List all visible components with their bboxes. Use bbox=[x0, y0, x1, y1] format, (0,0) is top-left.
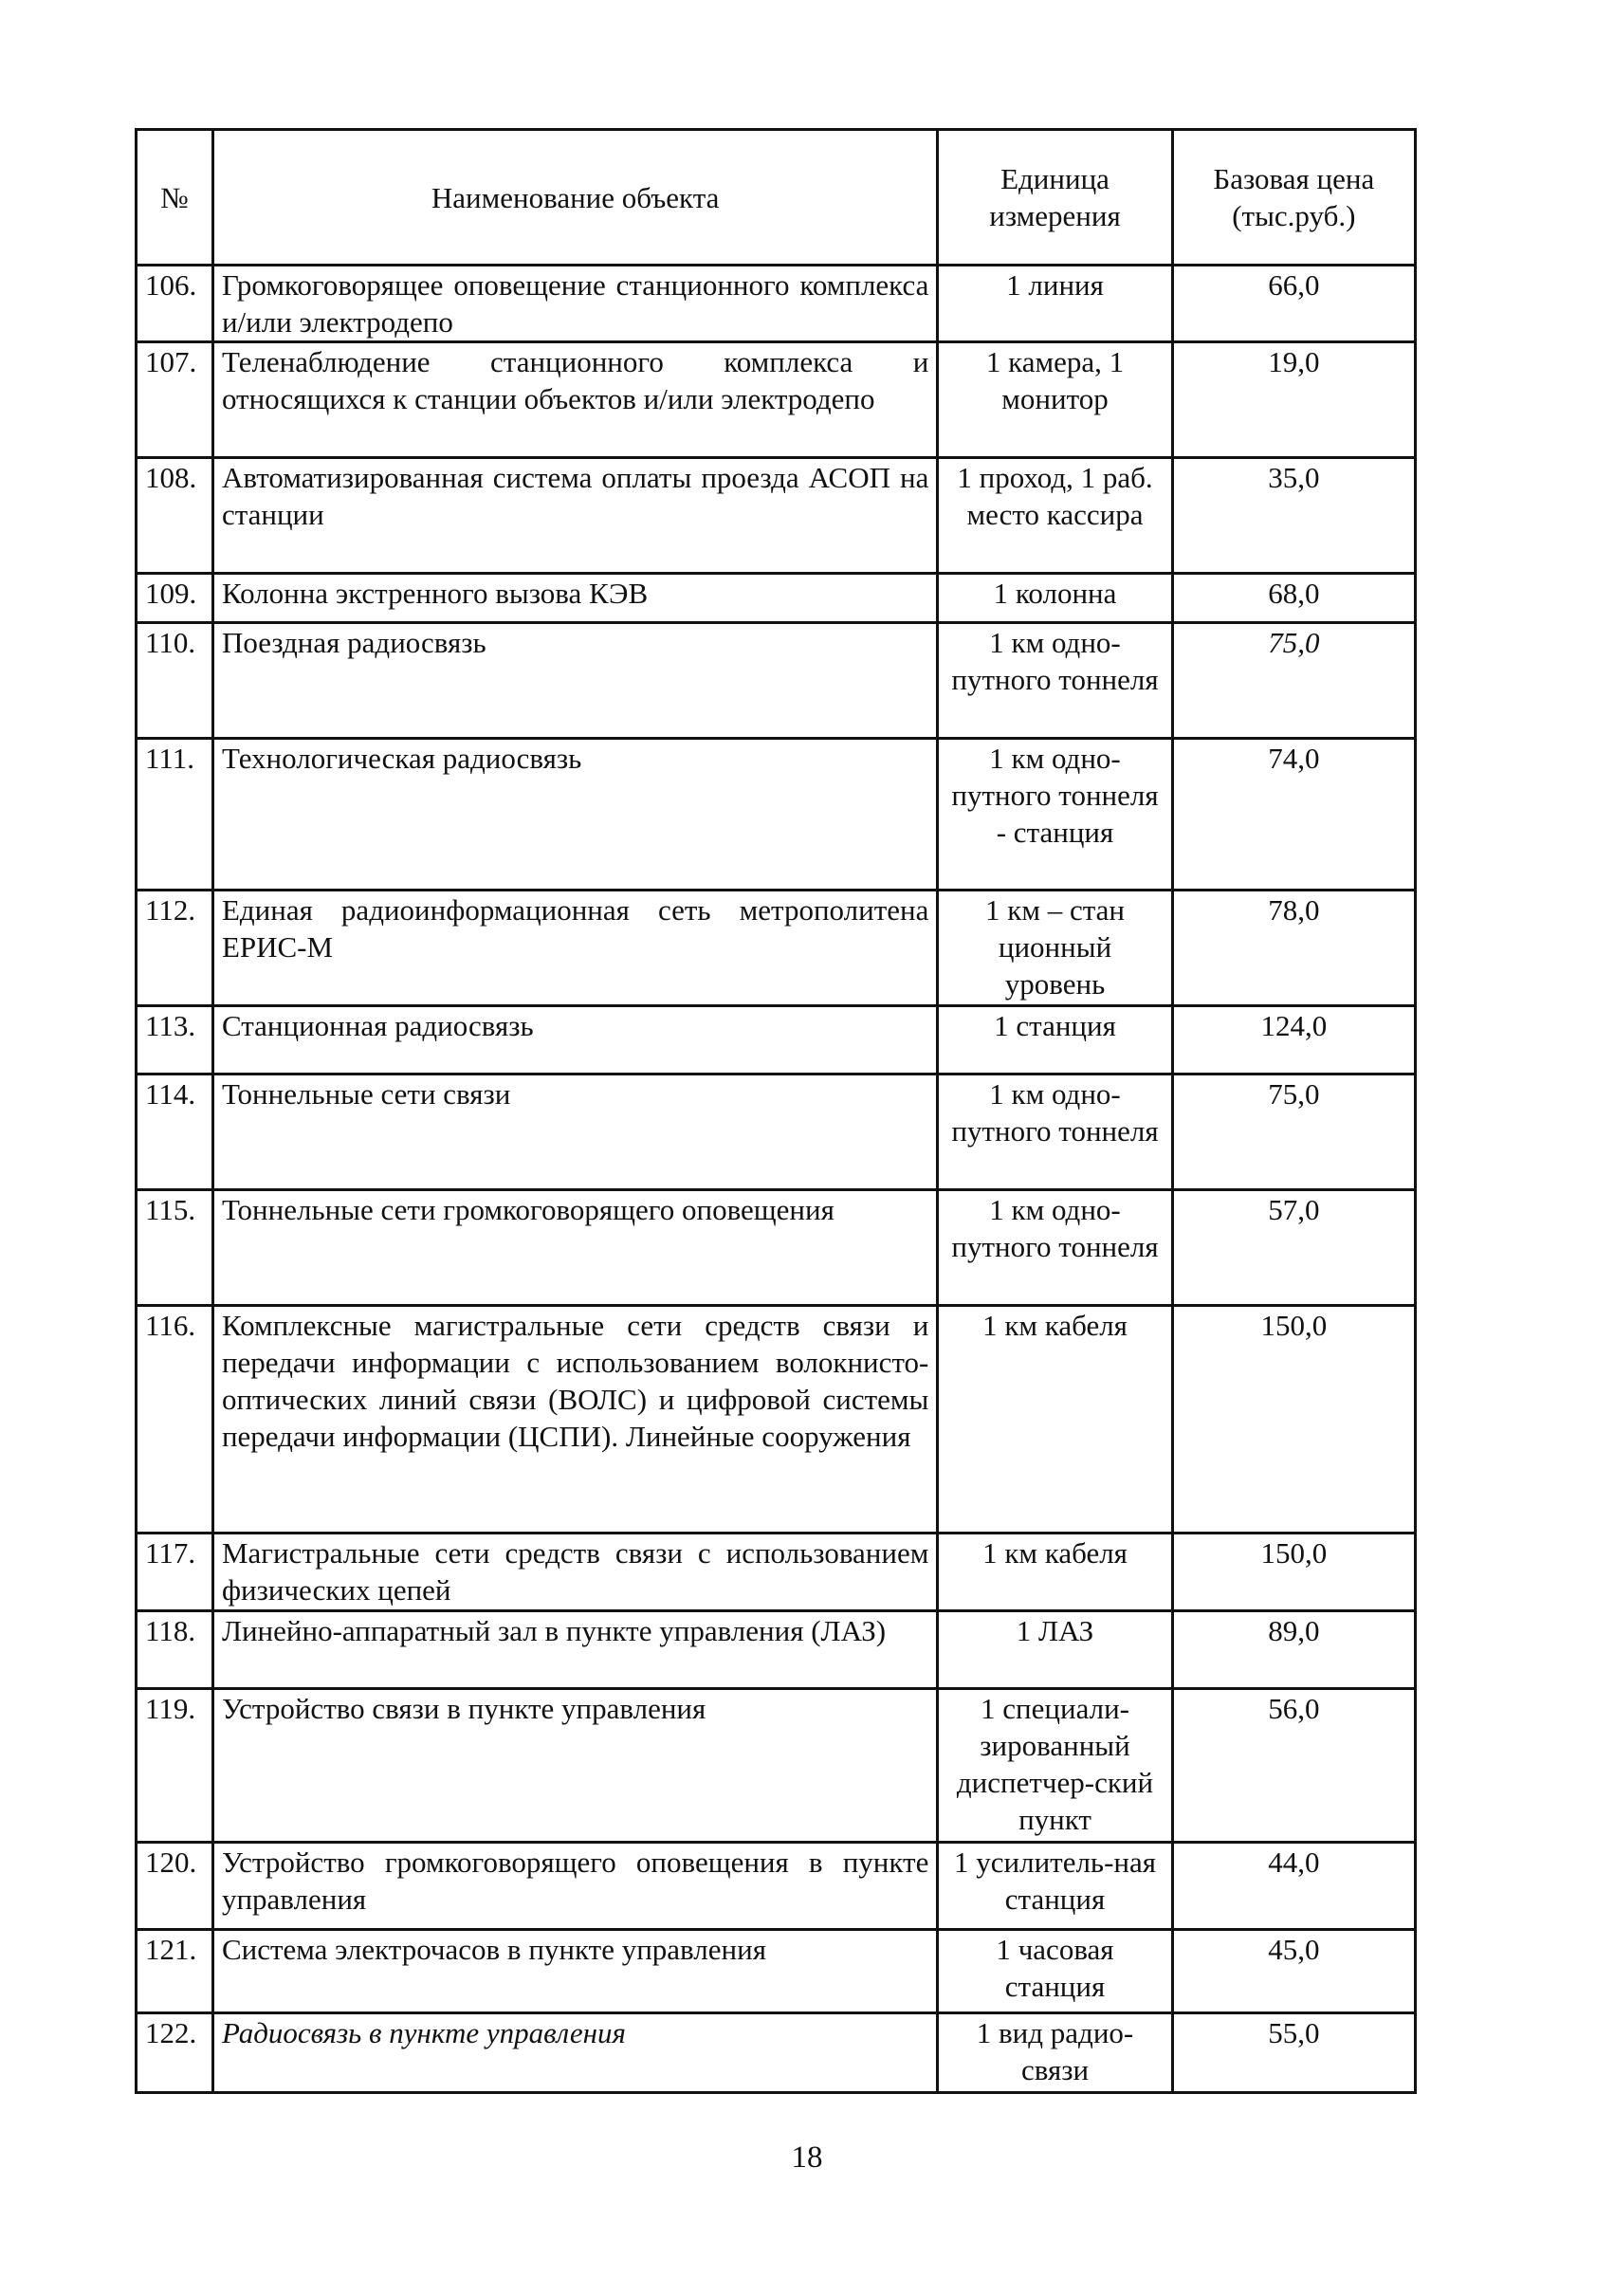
row-name: Технологическая радиосвязь bbox=[212, 739, 937, 891]
row-unit: 1 км одно-путного тоннеля bbox=[938, 623, 1172, 739]
row-unit: 1 специали-зированный диспетчер-ский пункт bbox=[938, 1689, 1172, 1843]
row-price: 78,0 bbox=[1172, 891, 1415, 1006]
row-price: 150,0 bbox=[1172, 1306, 1415, 1534]
row-num: 114. bbox=[137, 1075, 213, 1190]
row-unit: 1 км кабеля bbox=[938, 1534, 1172, 1611]
table-row bbox=[137, 1534, 1416, 1611]
row-price: 19,0 bbox=[1172, 342, 1415, 458]
row-price: 55,0 bbox=[1172, 2013, 1415, 2093]
row-num: 107. bbox=[137, 342, 213, 458]
table-row bbox=[137, 623, 1416, 739]
row-price: 150,0 bbox=[1172, 1534, 1415, 1611]
row-num: 111. bbox=[137, 739, 213, 891]
row-name: Теленаблюдение станционного комплекса и относящихся к станции объектов и/или электродепо bbox=[212, 342, 937, 458]
table-row bbox=[137, 1306, 1416, 1534]
row-name: Тоннельные сети громкоговорящего оповещения bbox=[212, 1190, 937, 1306]
table-row bbox=[137, 1689, 1416, 1843]
row-name: Радиосвязь в пункте управления bbox=[212, 2013, 937, 2093]
row-price: 74,0 bbox=[1172, 739, 1415, 891]
row-num: 115. bbox=[137, 1190, 213, 1306]
table-row bbox=[137, 574, 1416, 623]
row-num: 112. bbox=[137, 891, 213, 1006]
header-unit: Единица измерения bbox=[938, 130, 1172, 266]
row-num: 122. bbox=[137, 2013, 213, 2093]
row-name: Линейно-аппаратный зал в пункте управления (ЛАЗ) bbox=[212, 1611, 937, 1689]
row-name: Комплексные магистральные сети средств связи и передачи информации с использованием волокнисто-оптических линий связи (ВОЛС) и цифровой системы передачи информации (ЦСПИ). Линейные сооружения bbox=[212, 1306, 937, 1534]
row-name: Станционная радиосвязь bbox=[212, 1006, 937, 1075]
table-row bbox=[137, 1930, 1416, 2013]
table-header-row bbox=[137, 130, 1416, 266]
row-unit: 1 км одно-путного тоннеля bbox=[938, 1190, 1172, 1306]
row-num: 119. bbox=[137, 1689, 213, 1843]
table-row bbox=[137, 739, 1416, 891]
table-row bbox=[137, 1190, 1416, 1306]
row-name: Магистральные сети средств связи с использованием физических цепей bbox=[212, 1534, 937, 1611]
price-table bbox=[135, 128, 1417, 2094]
row-unit: 1 камера, 1 монитор bbox=[938, 342, 1172, 458]
table-row bbox=[137, 2013, 1416, 2093]
row-name: Поездная радиосвязь bbox=[212, 623, 937, 739]
row-name: Система электрочасов в пункте управления bbox=[212, 1930, 937, 2013]
row-unit: 1 проход, 1 раб. место кассира bbox=[938, 458, 1172, 574]
row-unit: 1 км одно-путного тоннеля - станция bbox=[938, 739, 1172, 891]
row-num: 117. bbox=[137, 1534, 213, 1611]
row-num: 110. bbox=[137, 623, 213, 739]
header-price: Базовая цена (тыс.руб.) bbox=[1172, 130, 1415, 266]
table-row bbox=[137, 891, 1416, 1006]
row-unit: 1 станция bbox=[938, 1006, 1172, 1075]
row-price: 66,0 bbox=[1172, 266, 1415, 342]
row-price: 68,0 bbox=[1172, 574, 1415, 623]
row-price: 45,0 bbox=[1172, 1930, 1415, 2013]
header-name: Наименование объекта bbox=[212, 130, 937, 266]
row-name: Колонна экстренного вызова КЭВ bbox=[212, 574, 937, 623]
table-row bbox=[137, 1075, 1416, 1190]
row-unit: 1 км кабеля bbox=[938, 1306, 1172, 1534]
row-price: 56,0 bbox=[1172, 1689, 1415, 1843]
row-num: 116. bbox=[137, 1306, 213, 1534]
table-row bbox=[137, 1843, 1416, 1930]
row-unit: 1 вид радио-связи bbox=[938, 2013, 1172, 2093]
row-name: Устройство громкоговорящего оповещения в пункте управления bbox=[212, 1843, 937, 1930]
row-price: 57,0 bbox=[1172, 1190, 1415, 1306]
row-name: Громкоговорящее оповещение станционного комплекса и/или электродепо bbox=[212, 266, 937, 342]
row-name: Единая радиоинформационная сеть метрополитена ЕРИС-М bbox=[212, 891, 937, 1006]
row-price: 124,0 bbox=[1172, 1006, 1415, 1075]
table-row bbox=[137, 342, 1416, 458]
row-num: 120. bbox=[137, 1843, 213, 1930]
row-unit: 1 ЛАЗ bbox=[938, 1611, 1172, 1689]
table-row bbox=[137, 1006, 1416, 1075]
row-name: Автоматизированная система оплаты проезда АСОП на станции bbox=[212, 458, 937, 574]
row-num: 106. bbox=[137, 266, 213, 342]
row-price: 75,0 bbox=[1172, 1075, 1415, 1190]
row-num: 108. bbox=[137, 458, 213, 574]
row-price: 35,0 bbox=[1172, 458, 1415, 574]
row-num: 113. bbox=[137, 1006, 213, 1075]
row-num: 118. bbox=[137, 1611, 213, 1689]
table-row bbox=[137, 1611, 1416, 1689]
table-row bbox=[137, 266, 1416, 342]
row-unit: 1 колонна bbox=[938, 574, 1172, 623]
row-num: 121. bbox=[137, 1930, 213, 2013]
page-number: 18 bbox=[791, 2140, 823, 2175]
header-num: № bbox=[137, 130, 213, 266]
row-name: Устройство связи в пункте управления bbox=[212, 1689, 937, 1843]
row-price: 75,0 bbox=[1172, 623, 1415, 739]
row-unit: 1 линия bbox=[938, 266, 1172, 342]
row-unit: 1 км одно-путного тоннеля bbox=[938, 1075, 1172, 1190]
row-price: 89,0 bbox=[1172, 1611, 1415, 1689]
row-unit: 1 км – стан ционный уровень bbox=[938, 891, 1172, 1006]
row-unit: 1 усилитель-ная станция bbox=[938, 1843, 1172, 1930]
row-name: Тоннельные сети связи bbox=[212, 1075, 937, 1190]
row-num: 109. bbox=[137, 574, 213, 623]
row-unit: 1 часовая станция bbox=[938, 1930, 1172, 2013]
row-price: 44,0 bbox=[1172, 1843, 1415, 1930]
table-row bbox=[137, 458, 1416, 574]
